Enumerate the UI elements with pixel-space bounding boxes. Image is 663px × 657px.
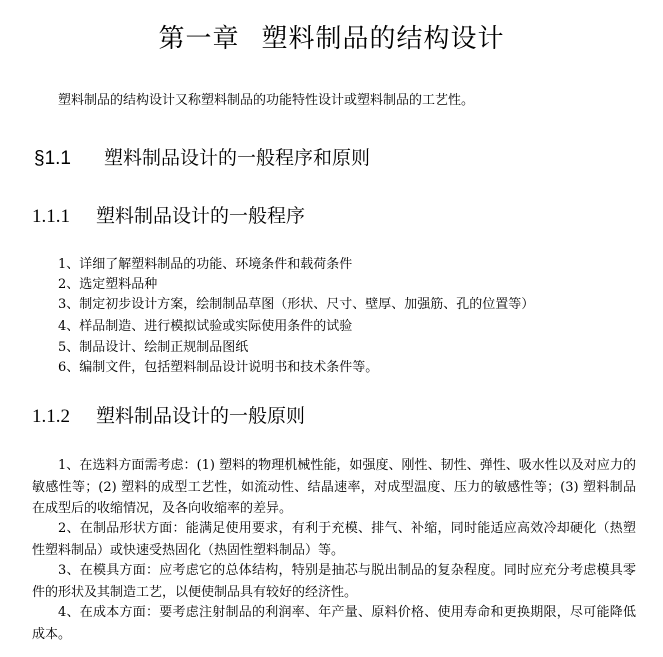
list-item: 3、制定初步设计方案，绘制制品草图（形状、尺寸、壁厚、加强筋、孔的位置等） <box>58 297 535 312</box>
subsection-title: 塑料制品设计的一般程序 <box>96 205 306 227</box>
principle-paragraph: 4、在成本方面：要考虑注射制品的利润率、年产量、原料价格、使用寿命和更换期限，尽可能降低成本。 <box>32 605 636 642</box>
list-item: 5、制品设计、绘制正规制品图纸 <box>58 340 249 355</box>
list-item: 6、编制文件，包括塑料制品设计说明书和技术条件等。 <box>58 360 379 375</box>
subsection-title: 塑料制品设计的一般原则 <box>96 405 306 427</box>
list-item: 1、详细了解塑料制品的功能、环境条件和载荷条件 <box>58 257 353 272</box>
intro-paragraph: 塑料制品的结构设计又称塑料制品的功能特性设计或塑料制品的工艺性。 <box>58 93 475 108</box>
chapter-title <box>0 22 663 56</box>
subsection-heading-1 <box>32 204 305 229</box>
section-number: §1.1 <box>34 148 71 169</box>
chapter-title-text: 塑料制品的结构设计 <box>261 24 505 54</box>
list-item: 2、选定塑料品种 <box>58 277 158 292</box>
section-heading <box>34 146 370 171</box>
list-item: 4、样品制造、进行模拟试验或实际使用条件的试验 <box>58 319 353 334</box>
subsection-number: 1.1.2 <box>32 406 70 427</box>
chapter-number: 第一章 <box>158 24 240 54</box>
principle-paragraph: 2、在制品形状方面：能满足使用要求，有利于充模、排气、补缩，同时能适应高效冷却硬化（热塑性塑料制品）或快速受热固化（热固性塑料制品）等。 <box>32 521 636 558</box>
subsection-heading-2 <box>32 404 305 429</box>
section-title: 塑料制品设计的一般程序和原则 <box>104 147 371 169</box>
subsection-number: 1.1.1 <box>32 206 70 227</box>
principle-paragraph: 3、在模具方面：应考虑它的总体结构，特别是抽芯与脱出制品的复杂程度。同时应充分考虑模具零件的形状及其制造工艺，以便使制品具有较好的经济性。 <box>32 563 636 600</box>
principle-paragraph: 1、在选料方面需考虑：(1) 塑料的物理机械性能，如强度、刚性、韧性、弹性、吸水性以及对应力的敏感性等；(2) 塑料的成型工艺性，如流动性、结晶速率，对成型温度、压力的敏感性等；(3) 塑料制品在成型后的收缩情况，及各向收缩率的差异。 <box>32 458 636 516</box>
